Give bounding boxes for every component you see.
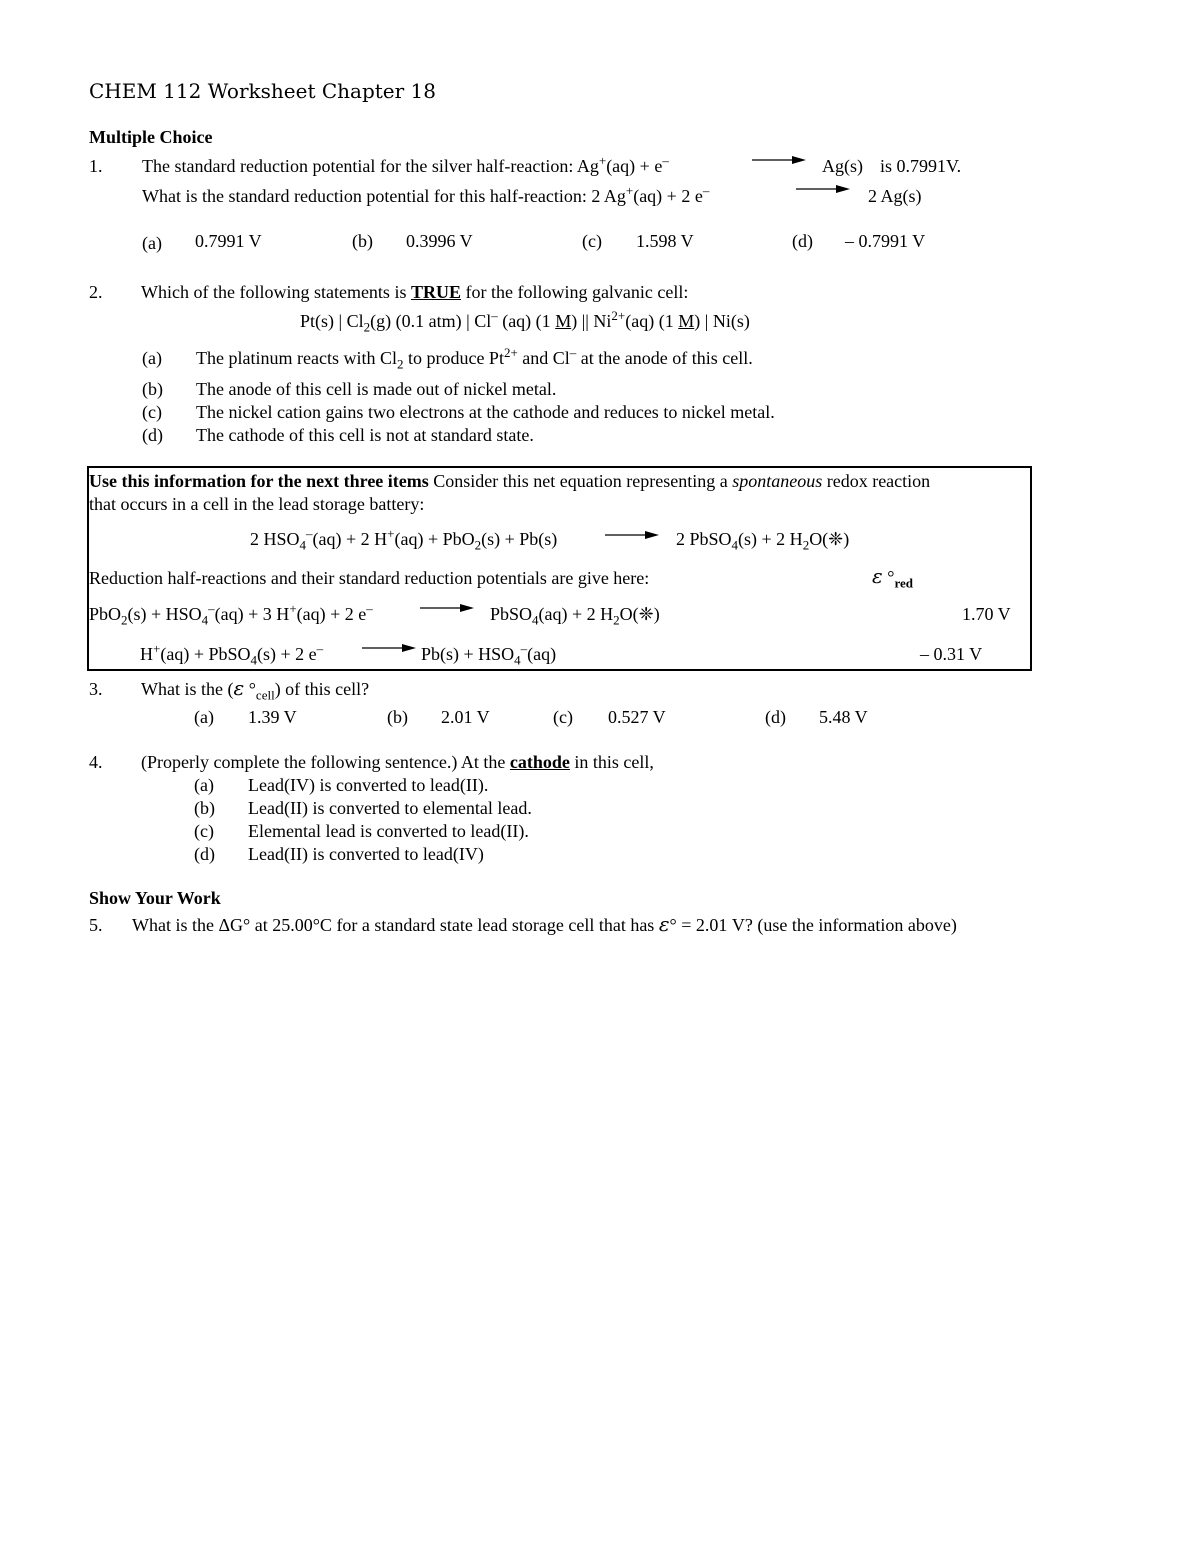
half-reaction-2-potential: – 0.31 V (920, 644, 983, 664)
q3-stem: What is the (ε $^\circ_{cell}$) of this cell? (141, 676, 370, 703)
net-equation-products: 2 PbSO$_4$(s) + 2 $H_2O(❈)$ (676, 529, 850, 553)
q4-choice-d-label: (d) (194, 844, 215, 864)
q3-choice-b-label: (b) (387, 707, 408, 727)
q2-choice-c-label: (c) (142, 402, 162, 422)
q3-choice-a-label: (a) (194, 707, 214, 727)
section-multiple-choice: Multiple Choice (89, 127, 213, 147)
q1-line1: The standard reduction potential for the silver half-reaction: Ag+(aq) + e– (142, 153, 669, 176)
q2-choice-c: The nickel cation gains two electrons at the cathode and reduces to nickel metal. (196, 402, 775, 422)
q4-choice-a-label: (a) (194, 775, 214, 795)
q4-choice-c: Elemental lead is converted to lead(II). (248, 821, 529, 841)
q2-choice-a: The platinum reacts with $Cl_2$ to produce $Pt^{2+}$ and Cl– at the anode of this cell. (196, 345, 753, 372)
half-reaction-2-reactants: H+(aq) + PbSO$_4$(s) + 2 e– (140, 641, 324, 668)
q4-choice-b-label: (b) (194, 798, 215, 818)
section-show-your-work: Show Your Work (89, 888, 221, 908)
page-title: CHEM 112 Worksheet Chapter 18 (89, 79, 436, 103)
q1-choice-a: 0.7991 V (195, 231, 262, 251)
q2-number: 2. (89, 282, 103, 302)
q4-choice-a: Lead(IV) is converted to lead(II). (248, 775, 489, 795)
reaction-arrow-icon (420, 603, 474, 613)
q5-stem: What is the ΔG° at 25.00°C for a standard state lead storage cell that has ε° = 2.01 V? (use the information above) (132, 912, 957, 936)
e-red-header: ε $^\circ_{red}$ (872, 564, 913, 591)
reaction-arrow-icon (796, 184, 850, 194)
q3-choice-d-label: (d) (765, 707, 786, 727)
q1-choice-a-label: (a) (142, 233, 162, 253)
reaction-arrow-icon (752, 155, 806, 165)
q3-choice-d: 5.48 V (819, 707, 868, 727)
q3-choice-a: 1.39 V (248, 707, 297, 727)
half-reaction-1-reactants: $PbO_2(s) + HSO_4^-(aq) + 3$ H+(aq) + 2 e– (89, 601, 373, 628)
q5-number: 5. (89, 915, 103, 935)
q1-choice-d: – 0.7991 V (845, 231, 926, 251)
net-equation-reactants: 2 $HSO_4^-(aq) + 2$ H+(aq) + PbO$_2$(s) + Pb(s) (250, 526, 558, 553)
q1-line2-product: 2 Ag(s) (868, 186, 922, 206)
q1-choice-d-label: (d) (792, 231, 813, 251)
reaction-arrow-icon (362, 643, 416, 653)
half-reaction-1-potential: 1.70 V (962, 604, 1011, 624)
info-box-intro: Use this information for the next three items Consider this net equation representing a spontaneous redox reaction (89, 471, 931, 491)
q2-stem: Which of the following statements is TRUE for the following galvanic cell: (141, 282, 689, 302)
q2-choice-d: The cathode of this cell is not at standard state. (196, 425, 534, 445)
q3-choice-c: 0.527 V (608, 707, 666, 727)
q4-stem: (Properly complete the following sentence.) At the cathode in this cell, (141, 752, 654, 772)
q2-choice-b: The anode of this cell is made out of nickel metal. (196, 379, 557, 399)
q3-choice-b: 2.01 V (441, 707, 490, 727)
q2-choice-a-label: (a) (142, 348, 162, 368)
q1-choice-b: 0.3996 V (406, 231, 473, 251)
q2-choice-b-label: (b) (142, 379, 163, 399)
q4-choice-c-label: (c) (194, 821, 214, 841)
half-reaction-1-products: PbSO$_4$(aq) + 2 $H_2O(❈)$ (490, 604, 660, 628)
q1-choice-c: 1.598 V (636, 231, 694, 251)
q3-choice-c-label: (c) (553, 707, 573, 727)
q2-cell-notation: Pt(s) | $Cl_2(g)$ (0.1 atm) | Cl– (aq) (1 M) || $Ni^{2+}(aq)$ (1 M) | Ni(s) (300, 308, 750, 335)
reaction-arrow-icon (605, 530, 659, 540)
q1-number: 1. (89, 156, 103, 176)
q2-choice-d-label: (d) (142, 425, 163, 445)
info-box-intro-line2: that occurs in a cell in the lead storage battery: (89, 494, 425, 514)
q1-line1-potential: is 0.7991V. (880, 156, 962, 176)
q3-number: 3. (89, 679, 103, 699)
q1-line1-product: Ag(s) (822, 156, 863, 176)
q1-choice-c-label: (c) (582, 231, 602, 251)
q4-choice-d: Lead(II) is converted to lead(IV) (248, 844, 484, 864)
q1-line2: What is the standard reduction potential for this half-reaction: 2 Ag+(aq) + 2 e– (142, 183, 710, 206)
q4-number: 4. (89, 752, 103, 772)
reduction-intro: Reduction half-reactions and their standard reduction potentials are give here: (89, 568, 650, 588)
half-reaction-2-products: $Pb(s) + HSO_4^-(aq)$ (421, 641, 557, 668)
q1-choice-b-label: (b) (352, 231, 373, 251)
q4-choice-b: Lead(II) is converted to elemental lead. (248, 798, 532, 818)
